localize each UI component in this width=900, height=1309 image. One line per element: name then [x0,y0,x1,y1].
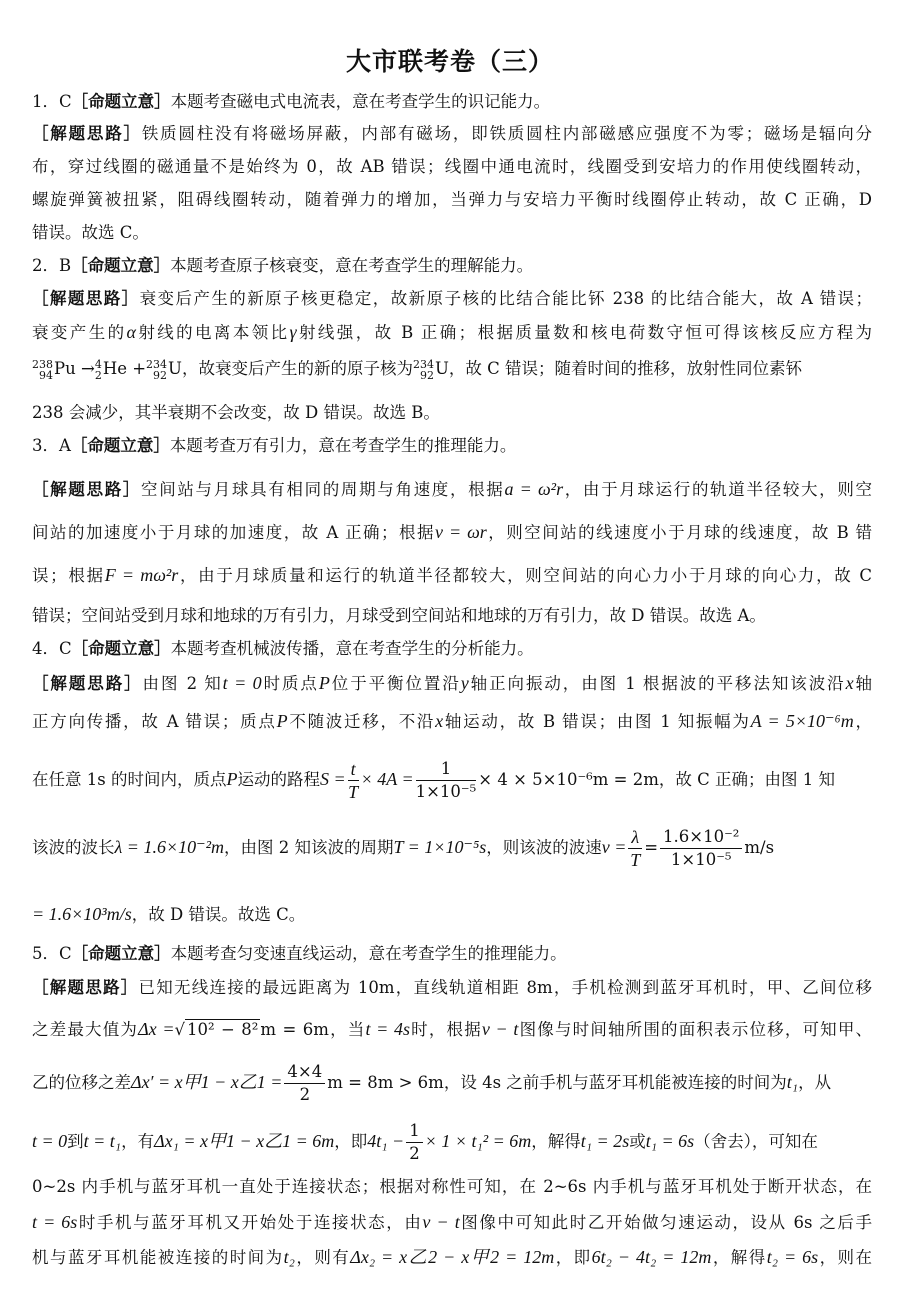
page-title: 大市联考卷（三） [345,47,554,76]
formula-delta-x: Δx = [138,1019,175,1039]
he-mass: 4 [94,357,102,371]
q2-header [32,255,872,277]
q2-line-4: 238 会减少，其半衰期不会改变，故 D 错误。故选 B。 [32,403,440,422]
vt-graph-label: v − t [481,1019,519,1039]
q4-text-2c: 轴运动，故 B 错误；由图 1 知振幅为 [443,712,751,731]
q5-number: 5．C [32,944,72,963]
q3-header [32,435,872,457]
pu-isotope-label [32,359,53,381]
u-mass-2: 234 [412,357,434,371]
q2-text-2a: 衰变产生的 [32,323,127,342]
reaction-arrow: → [80,359,95,378]
q3-intent-tag: ［命题立意］ [70,436,170,455]
u-symbol: U [168,359,182,378]
plus-sign: + [132,359,147,378]
q5-text-7d: ，解得 [711,1248,767,1267]
q5-line-5: 0~2s 内手机与蓝牙耳机一直处于连接状态；根据对称性可知，在 2~6s 内手机与蓝牙耳机处于断开状态，在 [32,1177,872,1196]
formula-wave-speed: = 1.6×10³m/s [32,904,132,924]
q5-text-4d: ，有 [121,1132,155,1151]
frac-den-T: T [348,782,359,802]
q4-text-2b: 不随波迁移，不沿 [287,712,436,731]
q4-header [32,638,872,660]
q5-line-4 [32,1117,872,1165]
q1-solution-tag: ［解题思路］ [32,124,142,143]
q4-line-3 [32,755,872,803]
wave-speed-label: v = [601,837,627,857]
point-p-2: P [276,711,288,731]
q4-text-4a: 该波的波长 [32,838,115,857]
path-result: × 4 × 5×10⁻⁶m = 2m [478,770,659,789]
u-mass: 234 [146,357,168,371]
q5-text-6b: 时手机与蓝牙耳机又开始处于连接状态，由 [77,1213,423,1232]
fraction-1-over-period [416,758,477,803]
q5-solution-tag: ［解题思路］ [32,978,139,997]
frac-num-area: 4×4 [284,1061,325,1084]
q4-text-4b: ，由图 2 知该波的周期 [224,838,394,857]
q1-intent: 本题考查磁电式电流表，意在考查学生的识记能力。 [170,92,551,111]
frac-num-half: 1 [406,1120,423,1143]
equals-sign: = [644,838,659,857]
q1-line-1 [32,123,872,145]
q4-line-2 [32,710,872,733]
u-charge-2: 92 [419,368,434,382]
formula-force: F = mω²r [104,565,179,585]
q3-line-1 [32,478,872,501]
q2-text-3b: ，故 C 错误；随着时间的推移，放射性同位素钚 [448,359,802,378]
he-symbol: He [102,359,127,378]
q5-text-7e: ，则在 [818,1248,873,1267]
q2-equation-line [32,358,872,381]
q3-line-3 [32,564,872,587]
frac-den-period: 1×10⁻⁵ [415,782,477,801]
q2-number: 2．B [32,256,72,275]
q5-text-4f: ，解得 [531,1132,581,1151]
pu-mass: 238 [32,357,53,371]
q5-text-3a: 乙的位移之差 [32,1073,131,1092]
q2-intent-tag: ［命题立意］ [71,256,171,275]
q5-text-6c: 图像中可知此时乙开始做匀速运动，设从 6s 之后手 [459,1213,872,1232]
pu-symbol: Pu [54,359,76,378]
formula-delta-x1: Δx₁ = x甲1 − x乙1 = 6m [154,1131,335,1151]
q5-text-2d: 图像与时间轴所围的面积表示位移，可知甲、 [518,1020,873,1039]
formula-t-end: t = t₁ [83,1131,122,1151]
q5-text-7a: 机与蓝牙耳机能被连接的时间为 [32,1248,284,1267]
formula-wavelength: λ = 1.6×10⁻²m [114,837,224,857]
q1-header [32,91,872,113]
formula-delta-x-result: m = 6m [260,1020,329,1039]
q4-line-5 [32,903,872,926]
fraction-half [406,1120,423,1165]
q4-number: 4．C [32,639,72,658]
q5-text-2b: ，当 [328,1020,366,1039]
q1-line-2: 布，穿过线圈的磁通量不是始终为 0，故 AB 错误；线圈中通电流时，线圈受到安培力的作用使线圈转动， [32,157,872,176]
q5-text-1: 已知无线连接的最远距离为 10m，直线轨道相距 8m，手机检测到蓝牙耳机时，甲、乙间位移 [138,978,872,997]
fraction-t-over-T [348,758,359,803]
q4-text-1e: 轴 [853,674,872,693]
q5-line-7 [32,1246,872,1269]
vt-graph-label-2: v − t [422,1212,460,1232]
formula-t1-2s: t₁ = 2s [580,1131,630,1151]
q2-line-1 [32,288,872,310]
axis-x: x [845,673,854,693]
he-charge: 2 [94,368,102,382]
q5-text-4h: （舍去），可知在 [694,1132,818,1151]
q2-solution-tag: ［解题思路］ [32,289,140,308]
q4-solution-tag: ［解题思路］ [32,674,143,693]
formula-period: T = 1×10⁻⁵s [393,837,487,857]
u-isotope-label-2 [413,359,434,381]
time-t2: t₂ [283,1247,295,1267]
formula-t0: t = 0 [222,673,262,693]
formula-displacement-b: × 1 × t₁² = 6m [424,1131,532,1151]
q2-line-2 [32,321,872,344]
q3-text-3b: ，由于月球质量和运行的轨道半径都较大，则空间站的向心力小于月球的向心力，故 C [178,566,872,585]
q1-number: 1．C [32,92,72,111]
q1-line-3: 螺旋弹簧被扭紧，阻碍线圈转动，随着弹力的增加，当弹力与安培力平衡时线圈停止转动，故 C 正确，D [32,190,872,209]
axis-x-2: x [435,711,444,731]
frac-den-half: 2 [409,1144,420,1163]
point-p-3: P [226,769,238,789]
frac-num-lambda: λ [628,826,642,849]
fraction-speed-values [660,826,742,871]
formula-delta-x2: Δx₂ = x乙2 − x甲2 = 12m [350,1247,555,1267]
q5-text-4b: 到 [67,1132,84,1151]
pu-charge: 94 [39,368,53,382]
u-charge: 92 [153,368,168,382]
frac-den-area: 2 [299,1085,311,1104]
formula-velocity: v = ωr [434,522,487,542]
frac-den-T-2: T [630,850,641,870]
frac-num-t: t [348,758,359,781]
formula-t1-6s: t₁ = 6s [645,1131,695,1151]
q4-text-3b: 运动的路程 [237,770,320,789]
q5-text-4g: 或 [629,1132,646,1151]
q4-line-4 [32,823,872,871]
q5-text-2c: 时，根据 [409,1020,482,1039]
q3-number: 3．A [32,436,71,455]
q3-line-4: 错误；空间站受到月球和地球的万有引力，月球受到空间站和地球的万有引力，故 D 错误。故选 A。 [32,606,766,625]
q2-text-1: 衰变后产生的新原子核更稳定，故新原子核的比结合能比钚 238 的比结合能大，故 A 错误； [139,289,873,308]
q4-text-1d: 轴正向振动，由图 1 根据波的平移法知该波沿 [468,674,846,693]
formula-t-start: t = 0 [32,1131,68,1151]
q5-line-1 [32,977,872,999]
frac-den-period-2: 1×10⁻⁵ [670,850,732,869]
q3-text-3a: 误；根据 [32,566,105,585]
u-isotope-label [146,359,167,381]
formula-area-result: m = 8m > 6m [327,1073,444,1092]
time-t1: t₁ [786,1072,799,1092]
speed-unit: m/s [744,838,775,857]
q2-text-2b: 射线的电离本领比 [135,323,290,342]
q3-text-2a: 间站的加速度小于月球的加速度，故 A 正确；根据 [32,523,435,542]
q3-text-1b: ，由于月球运行的轨道半径较大，则空 [563,480,872,499]
q2-text-3a: ，故衰变后产生的新的原子核为 [181,359,413,378]
he-isotope-label [95,359,102,381]
q4-text-2d: ， [853,712,873,731]
q2-intent: 本题考查原子核衰变，意在考查学生的理解能力。 [170,256,534,275]
q5-text-2a: 之差最大值为 [32,1020,139,1039]
fraction-lambda-over-T [628,826,642,871]
q5-text-7c: ，即 [554,1248,592,1267]
times-4a: × 4A = [360,769,414,789]
q5-line-3 [32,1058,872,1106]
formula-t6: t = 6s [32,1212,78,1232]
u-symbol-2: U [434,359,449,378]
q5-intent: 本题考查匀变速直线运动，意在考查学生的推理能力。 [170,944,567,963]
point-p: P [318,673,330,693]
q5-text-3c: ，从 [798,1073,832,1092]
q4-text-1c: 位于平衡位置沿 [329,674,461,693]
q3-solution-tag: ［解题思路］ [32,480,142,499]
formula-t2-result: t₂ = 6s [766,1247,819,1267]
q4-text-1b: 时质点 [261,674,319,693]
formula-acceleration: a = ω²r [504,479,564,499]
q4-text-3c: ，故 C 正确；由图 1 知 [658,770,836,789]
formula-delta-x-prime: Δx′ = x甲1 − x乙1 = [131,1072,283,1092]
q5-text-4e: ，即 [334,1132,368,1151]
q2-text-2c: 射线强，故 B 正确；根据质量数和核电荷数守恒可得该核反应方程为 [296,323,873,342]
q4-line-1 [32,672,872,695]
q1-text-1: 铁质圆柱没有将磁场屏蔽，内部有磁场，即铁质圆柱内部磁感应强度不为零；磁场是辐向分 [141,124,873,143]
q1-intent-tag: ［命题立意］ [71,92,171,111]
fraction-area [284,1061,325,1106]
frac-num-1: 1 [416,758,477,781]
q4-text-2a: 正方向传播，故 A 错误；质点 [32,712,277,731]
alpha-symbol: α [126,322,136,342]
q5-line-2: 之差最大值为Δx =√ 10² − 8² m = 6m，当t = 4s时，根据v − t图像与时间轴所围的面积表示位移，可知甲、 [32,1019,873,1039]
q4-intent-tag: ［命题立意］ [71,639,171,658]
frac-num-wavelength: 1.6×10⁻² [660,826,742,849]
q5-text-3b: ，设 4s 之前手机与蓝牙耳机能被连接的时间为 [443,1073,787,1092]
path-s-label: S = [319,769,346,789]
axis-y: y [460,673,469,693]
q3-intent: 本题考查万有引力，意在考查学生的推理能力。 [169,436,517,455]
gamma-symbol: γ [289,322,297,342]
q1-line-4: 错误。故选 C。 [32,223,149,242]
q4-text-3a: 在任意 1s 的时间内，质点 [32,770,227,789]
q3-text-1a: 空间站与月球具有相同的周期与角速度，根据 [141,480,505,499]
q5-intent-tag: ［命题立意］ [71,944,171,963]
q4-text-5b: ，故 D 错误。故选 C。 [131,905,306,924]
q4-intent: 本题考查机械波传播，意在考查学生的分析能力。 [170,639,534,658]
formula-amplitude: A = 5×10⁻⁶m [750,711,854,731]
formula-t4: t = 4s [365,1019,410,1039]
q5-line-6 [32,1211,872,1234]
q3-line-2 [32,521,872,544]
q4-text-1a: 由图 2 知 [142,674,223,693]
q3-text-2b: ，则空间站的线速度小于月球的线速度，故 B 错 [486,523,872,542]
formula-displacement-a: 4t₁ − [367,1131,405,1151]
sqrt-radicand: 10² − 8² [187,1020,259,1039]
formula-t2-equation: 6t₂ − 4t₂ = 12m [591,1247,712,1267]
q5-text-7b: ，则有 [294,1248,351,1267]
q5-header [32,943,872,965]
q4-text-4c: ，则该波的波速 [486,838,602,857]
